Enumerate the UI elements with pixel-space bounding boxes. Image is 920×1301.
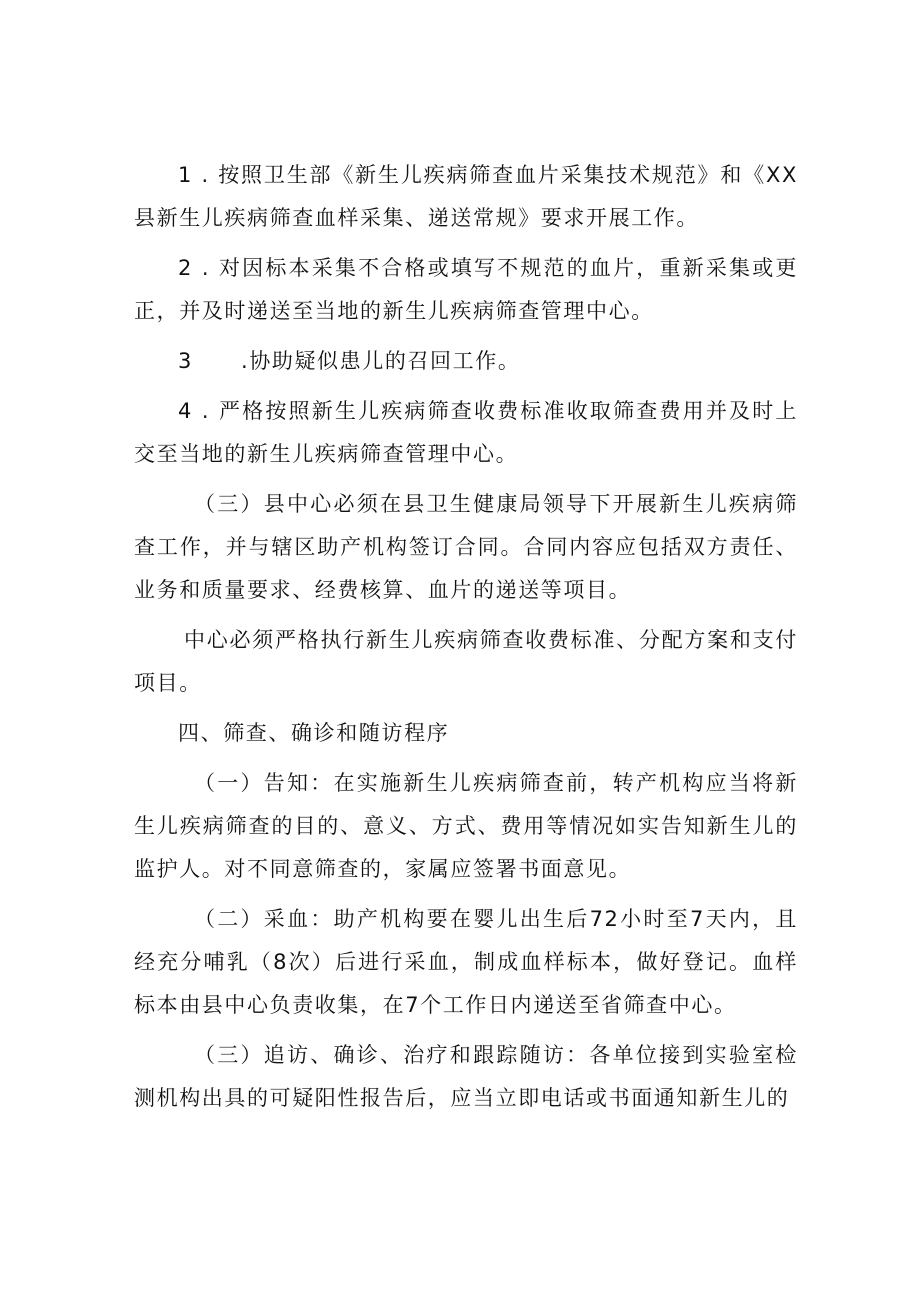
document-body [134, 154, 798, 1127]
paragraph-item-1: 1 . 按照卫生部《新生儿疾病筛查血片采集技术规范》和《XX县新生儿疾病筛查血样采集、递送常规》要求开展工作。 [134, 163, 798, 230]
paragraph-fee-standard: 中心必须严格执行新生儿疾病筛查收费标准、分配方案和支付项目。 [134, 628, 798, 695]
section-heading-4: 四、筛查、确诊和随访程序 [178, 721, 450, 745]
item-text-3: .协助疑似患儿的召回工作。 [240, 349, 521, 373]
paragraph-blood-sampling: （二）采血：助产机构要在婴儿出生后72小时至7天内，且经充分哺乳（8次）后进行采血，制成血样标本，做好登记。血样标本由县中心负责收集，在7个工作日内递送至省筛查中心。 [134, 907, 798, 1017]
item-number-3: 3 [178, 349, 193, 373]
paragraph-county-center: （三）县中心必须在县卫生健康局领导下开展新生儿疾病筛查工作，并与辖区助产机构签订合同。合同内容应包括双方责任、业务和质量要求、经费核算、血片的递送等项目。 [134, 492, 798, 602]
paragraph-follow-up: （三）追访、确诊、治疗和跟踪随访：各单位接到实验室检测机构出具的可疑阳性报告后，应当立即电话或书面通知新生儿的 [134, 1043, 798, 1110]
paragraph-item-2: 2 . 对因标本采集不合格或填写不规范的血片，重新采集或更正，并及时递送至当地的新生儿疾病筛查管理中心。 [134, 256, 798, 323]
paragraph-notification: （一）告知：在实施新生儿疾病筛查前，转产机构应当将新生儿疾病筛查的目的、意义、方式、费用等情况如实告知新生儿的监护人。对不同意筛查的，家属应签署书面意见。 [134, 771, 798, 881]
paragraph-item-3 [134, 340, 798, 383]
paragraph-item-4: 4 . 严格按照新生儿疾病筛查收费标准收取筛查费用并及时上交至当地的新生儿疾病筛查管理中心。 [134, 399, 798, 466]
